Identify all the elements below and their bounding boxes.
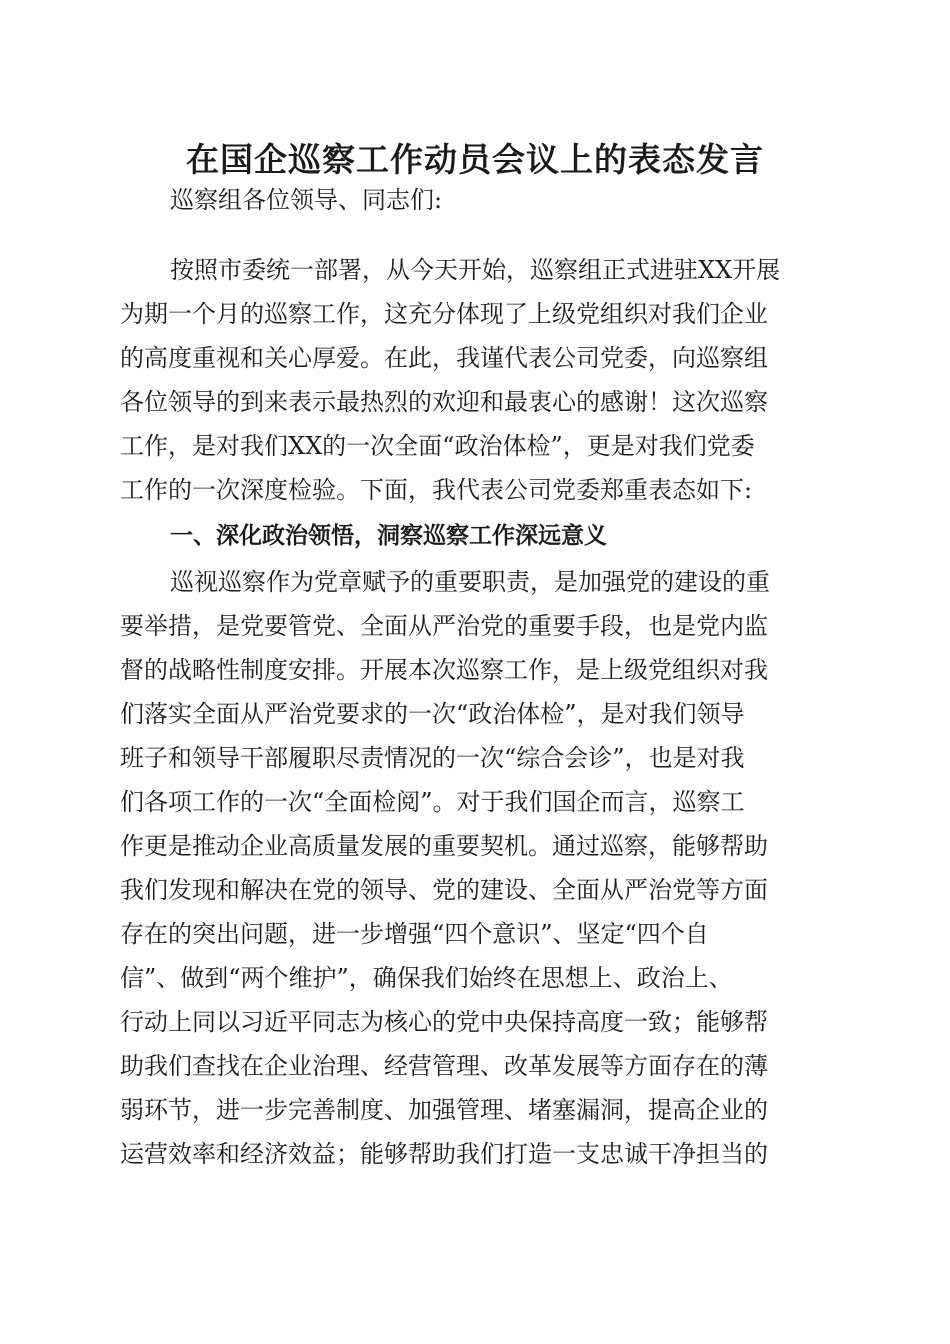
paragraph-line: 工作的一次深度检验。下面，我代表公司党委郑重表态如下: [120,476,753,504]
paragraph-line: 按照市委统一部署，从今天开始，巡察组正式进驻XX开展 [170,256,781,284]
paragraph-line: 的高度重视和关心厚爱。在此，我谨代表公司党委，向巡察组 [120,344,768,372]
paragraph-line: 巡视巡察作为党章赋予的重要职责，是加强党的建设的重 [170,568,770,596]
paragraph-line: 们落实全面从严治党要求的一次“政治体检”，是对我们领导 [120,700,745,728]
paragraph-line: 我们发现和解决在党的领导、党的建设、全面从严治党等方面 [120,876,768,904]
paragraph-line: 运营效率和经济效益；能够帮助我们打造一支忠诚干净担当的 [120,1140,768,1168]
paragraph-line: 督的战略性制度安排。开展本次巡察工作，是上级党组织对我 [120,656,768,684]
paragraph-line: 班子和领导干部履职尽责情况的一次“综合会诊”，也是对我 [120,744,745,772]
paragraph-line: 信”、做到“两个维护”，确保我们始终在思想上、政治上、 [120,964,733,992]
paragraph-line: 弱环节，进一步完善制度、加强管理、堵塞漏洞，提高企业的 [120,1096,768,1124]
document-title: 在国企巡察工作动员会议上的表态发言 [186,140,764,179]
salutation-line: 巡察组各位领导、同志们: [170,186,443,214]
paragraph-line: 助我们查找在企业治理、经营管理、改革发展等方面存在的薄 [120,1052,768,1080]
section-heading: 一、深化政治领悟，洞察巡察工作深远意义 [170,523,607,549]
paragraph-line: 行动上同以习近平同志为核心的党中央保持高度一致；能够帮 [120,1008,768,1036]
paragraph-line: 们各项工作的一次“全面检阅”。对于我们国企而言，巡察工 [120,788,745,816]
paragraph-line: 存在的突出问题，进一步增强“四个意识”、坚定“四个自 [120,920,709,948]
paragraph-line: 各位领导的到来表示最热烈的欢迎和最衷心的感谢！这次巡察 [120,388,768,416]
paragraph-line: 工作，是对我们XX的一次全面“政治体检”，更是对我们党委 [120,432,755,460]
paragraph-line: 作更是推动企业高质量发展的重要契机。通过巡察，能够帮助 [120,832,768,860]
paragraph-line: 要举措，是党要管党、全面从严治党的重要手段，也是党内监 [120,612,768,640]
paragraph-line: 为期一个月的巡察工作，这充分体现了上级党组织对我们企业 [120,300,768,328]
